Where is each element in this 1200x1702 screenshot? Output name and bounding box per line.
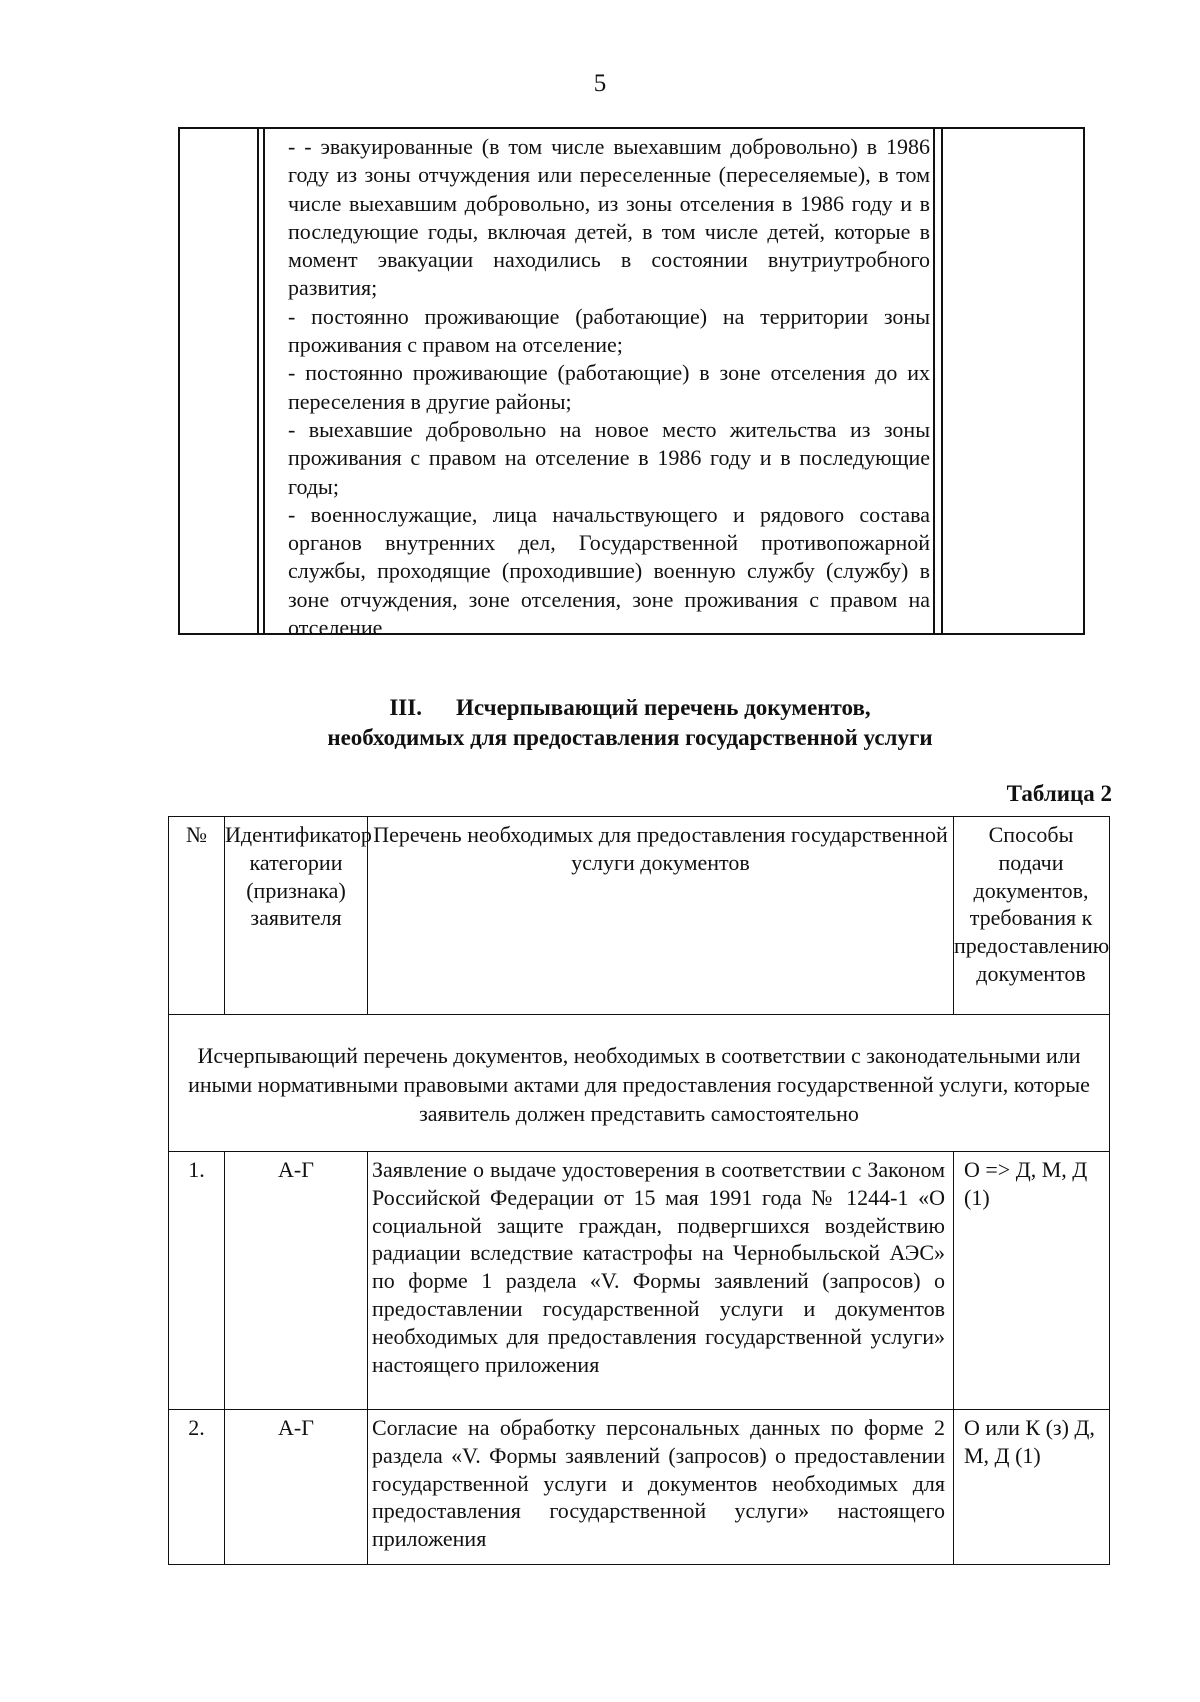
continuation-paragraph: - постоянно проживающие (работающие) в зоне отселения до их переселения в другие районы; (288, 360, 930, 414)
header-identifier: Идентификатор категории (признака) заявителя (225, 817, 368, 1014)
row-way: О или К (з) Д, М, Д (1) (964, 1415, 1095, 1468)
continuation-paragraph: - военнослужащие, лица начальствующего и рядового состава органов внутренних дел, Государственной противопожарной службы, проходящие (проходившие) военную службу (службу) в зоне отчуждения, зоне отселения, зоне проживания с правом на отселение (288, 501, 930, 641)
continuation-paragraph: - постоянно проживающие (работающие) на территории зоны проживания с правом на отселение; (288, 303, 930, 358)
header-num: № (169, 817, 225, 1014)
continuation-paragraph: - выехавшие добровольно на новое место жительства из зоны проживания с правом на отселение в 1986 году и в последующие годы; (288, 416, 930, 499)
row-document: Согласие на обработку персональных данных по форме 2 раздела «V. Формы заявлений (запросов) о предоставлении государственной услуги и документов необходимых для предоставления государственной услуги» настоящего приложения (368, 1410, 954, 1564)
header-ways: Способы подачи документов, требования к предоставлению документов (954, 822, 1110, 986)
row-identifier: А-Г (225, 1410, 368, 1564)
section-number: III. (389, 695, 422, 720)
header-documents: Перечень необходимых для предоставления государственной услуги документов (368, 817, 954, 1014)
page-number: 5 (593, 70, 607, 97)
row-way: О => Д, М, Д (1) (964, 1157, 1088, 1210)
row-number: 2. (169, 1410, 225, 1564)
continuation-cell-middle (263, 129, 935, 641)
table-merged-row: Исчерпывающий перечень документов, необходимых в соответствии с законодательными или иными нормативными правовыми актами для предоставления государственной услуги, которые заявитель должен представить самостоятельно (169, 1015, 1109, 1152)
continuation-text (288, 133, 930, 642)
table-row (169, 1152, 1109, 1410)
section-heading (180, 693, 1080, 753)
section-title-line1: Исчерпывающий перечень документов, (455, 695, 871, 720)
documents-table (168, 816, 1110, 1565)
continuation-cell-left (180, 129, 259, 633)
continuation-paragraph: - - эвакуированные (в том числе выехавшим добровольно) в 1986 году из зоны отчуждения или переселенные (переселяемые), в том числе выехавшим добровольно, из зоны отселения в 1986 году и в последующие годы, включая детей, в том числе детей, которые в момент эвакуации находились в состоянии внутриутробного развития; (288, 134, 930, 301)
row-document: Заявление о выдаче удостоверения в соответствии с Законом Российской Федерации от 15 мая 1991 года № 1244-1 «О социальной защите граждан, подвергшихся воздействию радиации вследствие катастрофы на Чернобыльской АЭС» по форме 1 раздела «V. Формы заявлений (запросов) о предоставлении государственной услуги и документов необходимых для предоставления государственной услуги» настоящего приложения (368, 1152, 954, 1409)
continuation-table (178, 127, 1085, 641)
table-row (169, 1410, 1109, 1564)
table-header-row (169, 817, 1109, 1015)
row-number: 1. (169, 1152, 225, 1409)
table-label: Таблица 2 (1006, 781, 1112, 806)
row-identifier: А-Г (225, 1152, 368, 1409)
continuation-cell-right (941, 129, 1083, 633)
section-title-line2: необходимых для предоставления государственной услуги (327, 725, 933, 750)
